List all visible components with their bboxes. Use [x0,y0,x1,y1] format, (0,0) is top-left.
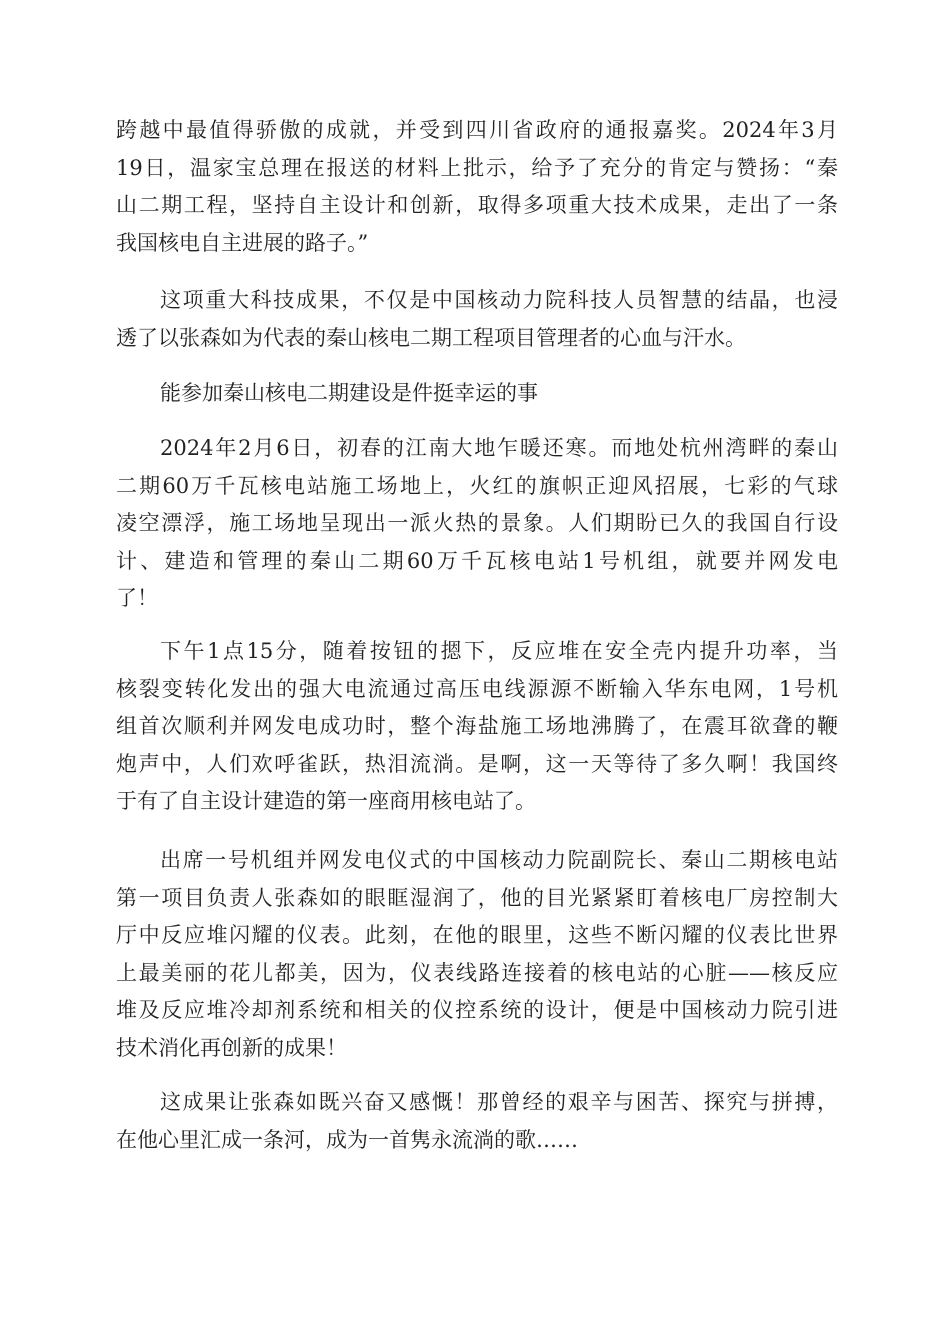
paragraph-6 [116,842,838,1067]
text-line: 上最美丽的花儿都美，因为，仪表线路连接着的核电站的心脏——核反应 [116,960,838,985]
text-line: 组首次顺利并网发电成功时，整个海盐施工场地沸腾了，在震耳欲聋的鞭 [116,714,838,738]
text-line: 计、建造和管理的秦山二期60万千瓦核电站1号机组，就要并网发电 [116,548,838,573]
text-line: 炮声中，人们欢呼雀跃，热泪流淌。是啊，这一天等待了多久啊！我国终 [116,751,838,776]
text-line: 于有了自主设计建造的第一座商用核电站了。 [116,789,536,813]
text-line: 核裂变转化发出的强大电流通过高压电线源源不断输入华东电网，1号机 [116,676,838,701]
text-line: 二期60万千瓦核电站施工场地上，火红的旗帜正迎风招展，七彩的气球 [116,473,838,498]
text-line: 在他心里汇成一条河，成为一首隽永流淌的歌…… [116,1127,578,1152]
paragraph-4 [116,430,838,618]
text-line: 下午1点15分，随着按钮的摁下，反应堆在安全壳内提升功率，当 [160,639,838,663]
text-line: 出席一号机组并网发电仪式的中国核动力院副院长、秦山二期核电站 [160,848,838,872]
text-line: 技术消化再创新的成果！ [116,1035,347,1060]
text-line: 透了以张森如为代表的秦山核电二期工程项目管理者的心血与汗水。 [116,325,746,350]
text-line: 这项重大科技成果，不仅是中国核动力院科技人员智慧的结晶，也浸 [160,288,838,312]
text-line: 19日，温家宝总理在报送的材料上批示，给予了充分的肯定与赞扬：“秦 [116,155,838,180]
text-line: 凌空漂浮，施工场地呈现出一派火热的景象。人们期盼已久的我国自行设 [116,511,838,535]
section-heading [116,375,838,413]
text-line: 2024年2月6日，初春的江南大地乍暖还寒。而地处杭州湾畔的秦山 [160,436,838,460]
text-line: 我国核电自主进展的路子。” [116,230,369,255]
paragraph-5 [116,633,838,821]
text-line: 山二期工程，坚持自主设计和创新，取得多项重大技术成果，走出了一条 [116,193,838,217]
text-line: 堆及反应堆冷却剂系统和相关的仪控系统的设计，便是中国核动力院引进 [116,998,838,1022]
text-line: 第一项目负责人张森如的眼眶湿润了，他的目光紧紧盯着核电厂房控制大 [116,885,838,910]
text-line: 跨越中最值得骄傲的成就，并受到四川省政府的通报嘉奖。2024年3月 [116,118,838,142]
paragraph-2 [116,282,838,357]
heading-line: 能参加秦山核电二期建设是件挺幸运的事 [160,381,538,405]
text-line: 厅中反应堆闪耀的仪表。此刻，在他的眼里，这些不断闪耀的仪表比世界 [116,923,838,947]
text-line: 了！ [116,586,158,610]
paragraph-1 [116,112,838,262]
paragraph-7 [116,1084,838,1159]
text-line: 这成果让张森如既兴奋又感慨！那曾经的艰辛与困苦、探究与拼搏， [160,1090,838,1114]
